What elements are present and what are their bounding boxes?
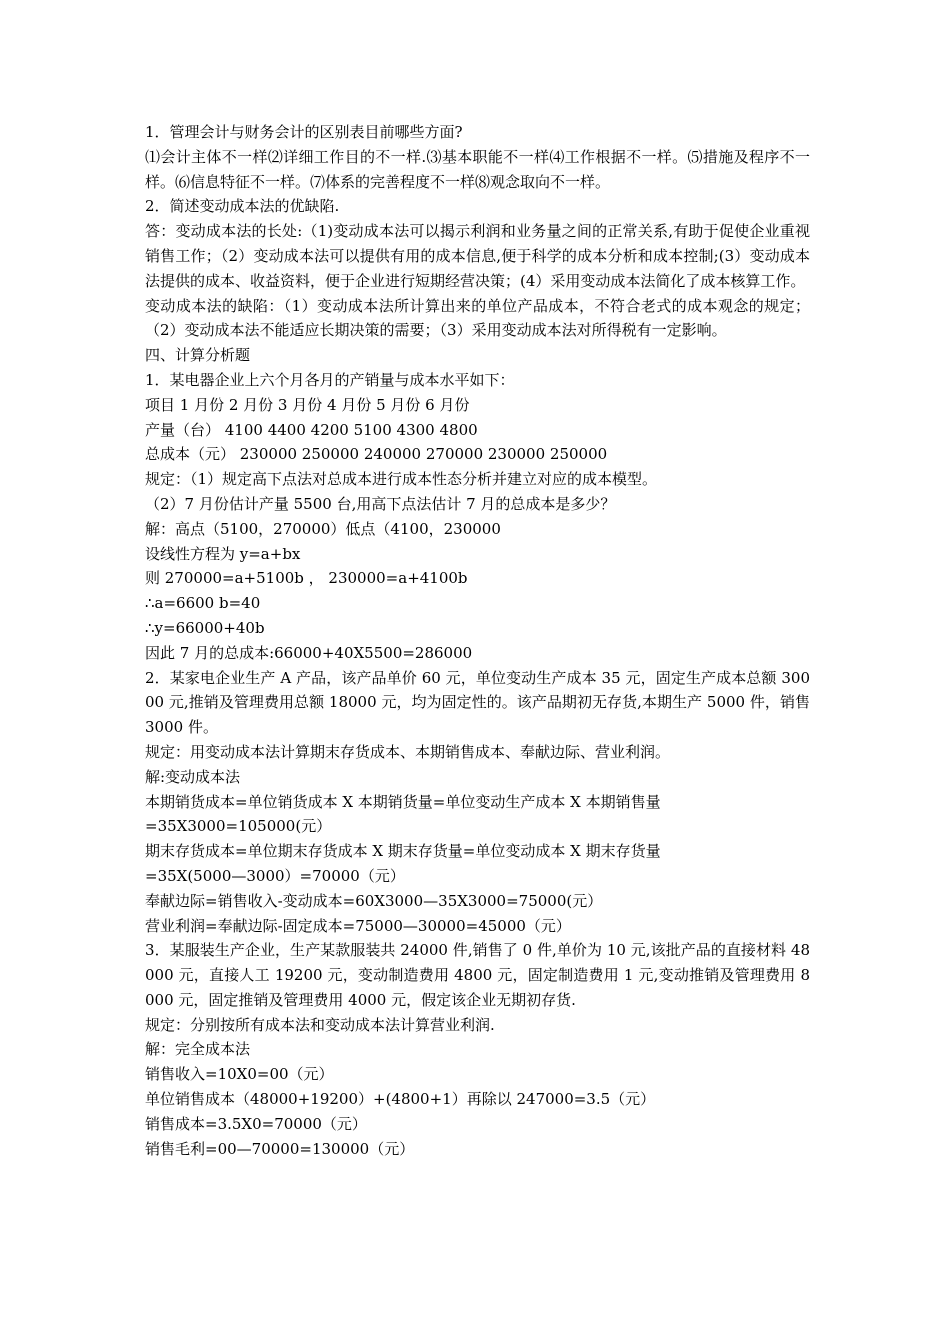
question-2-title: 2．简述变动成本法的优缺陷. xyxy=(145,197,340,216)
calc-2-solution-heading: 解:变动成本法 xyxy=(145,767,241,786)
calc-2-requirement: 规定：用变动成本法计算期末存货成本、本期销售成本、奉献边际、营业利润。 xyxy=(145,742,671,761)
calc-3-sales-revenue: 销售收入=10X0=00（元） xyxy=(145,1065,334,1084)
calc-1-output-row: 产量（台） 4100 4400 4200 5100 4300 4800 xyxy=(145,420,478,439)
calc-2-cost-of-sales-formula: 本期销货成本=单位销货成本 X 本期销货量=单位变动生产成本 X 本期销售量 xyxy=(145,792,661,811)
calc-2-ending-inventory-value: =35X(5000—3000）=70000（元） xyxy=(145,866,405,885)
answer-1-text: ⑴会计主体不一样⑵详细工作目的不一样.⑶基本职能不一样⑷工作根据不一样。⑸措施及程序不一样。⑹信息特征不一样。⑺体系的完善程度不一样⑻观念取向不一样。 xyxy=(145,147,810,191)
calc-1-equation: 设线性方程为 y=a+bx xyxy=(145,544,301,563)
calc-1-coefficients: ∴a=6600 b=40 xyxy=(145,594,261,613)
calc-2-contribution-margin: 奉献边际=销售收入-变动成本=60X3000—35X3000=75000(元） xyxy=(145,891,603,910)
calc-1-header-row: 项目 1 月份 2 月份 3 月份 4 月份 5 月份 6 月份 xyxy=(145,395,470,414)
calc-1-cost-row: 总成本（元） 230000 250000 240000 270000 230000 250000 xyxy=(145,445,608,464)
calc-2-operating-profit: 营业利润=奉献边际-固定成本=75000—30000=45000（元） xyxy=(145,916,571,935)
calc-3-cost-of-sales: 销售成本=3.5X0=70000（元） xyxy=(145,1114,367,1133)
calc-1-requirement-2: （2）7 月份估计产量 5500 台,用高下点法估计 7 月的总成本是多少？ xyxy=(145,494,616,513)
calc-3-requirement: 规定：分别按所有成本法和变动成本法计算营业利润. xyxy=(145,1015,495,1034)
calc-1-requirement-1: 规定：（1）规定高下点法对总成本进行成本性态分析并建立对应的成本模型。 xyxy=(145,470,658,489)
section-4-heading: 四、计算分析题 xyxy=(145,346,251,365)
calc-1-solution-points: 解：高点（5100，270000）低点（4100，230000 xyxy=(145,519,501,538)
calc-2-title: 2．某家电企业生产 A 产品，该产品单价 60 元，单位变动生产成本 35 元，固定生产成本总额 30000 元,推销及管理费用总额 18000 元，均为固定性的。该产品期初无存货,本期生产 5000 件，销售 3000 件。 xyxy=(145,668,810,737)
answer-2-disadvantages: 变动成本法的缺陷：（1）变动成本法所计算出来的单位产品成本，不符合老式的成本观念的规定；（2）变动成本法不能适应长期决策的需要；（3）采用变动成本法对所得税有一定影响。 xyxy=(145,296,810,340)
question-1-title: 1．管理会计与财务会计的区别表目前哪些方面? xyxy=(145,123,463,141)
calc-1-result: 因此 7 月的总成本:66000+40X5500=286000 xyxy=(145,643,473,662)
document-page xyxy=(145,120,810,1161)
calc-3-title: 3．某服装生产企业，生产某款服装共 24000 件,销售了 0 件,单价为 10 元,该批产品的直接材料 48000 元，直接人工 19200 元，变动制造费用 4800 元，固定制造费用 1 元,变动推销及管理费用 8000 元，固定推销及管理费用 4000 元，假定该企业无期初存货. xyxy=(145,941,810,1009)
calc-1-system: 则 270000=a+5100b ， 230000=a+4100b xyxy=(145,569,468,588)
calc-2-ending-inventory-formula: 期末存货成本=单位期末存货成本 X 期末存货量=单位变动成本 X 期末存货量 xyxy=(145,842,661,861)
calc-3-solution-heading: 解：完全成本法 xyxy=(145,1040,251,1059)
calc-3-unit-cost: 单位销售成本（48000+19200）+(4800+1）再除以 247000=3.5（元） xyxy=(145,1090,656,1109)
calc-1-model: ∴y=66000+40b xyxy=(145,618,265,637)
calc-3-gross-profit: 销售毛利=00—70000=130000（元） xyxy=(145,1139,415,1158)
answer-2-advantages: 答：变动成本法的长处:（1)变动成本法可以揭示利润和业务量之间的正常关系,有助于促使企业重视销售工作；（2）变动成本法可以提供有用的成本信息,便于科学的成本分析和成本控制;(3）变动成本法提供的成本、收益资料，便于企业进行短期经营决策；(4）采用变动成本法简化了成本核算工作。 xyxy=(145,222,810,290)
calc-1-title: 1．某电器企业上六个月各月的产销量与成本水平如下： xyxy=(145,370,515,389)
calc-2-cost-of-sales-value: =35X3000=105000(元） xyxy=(145,817,332,836)
